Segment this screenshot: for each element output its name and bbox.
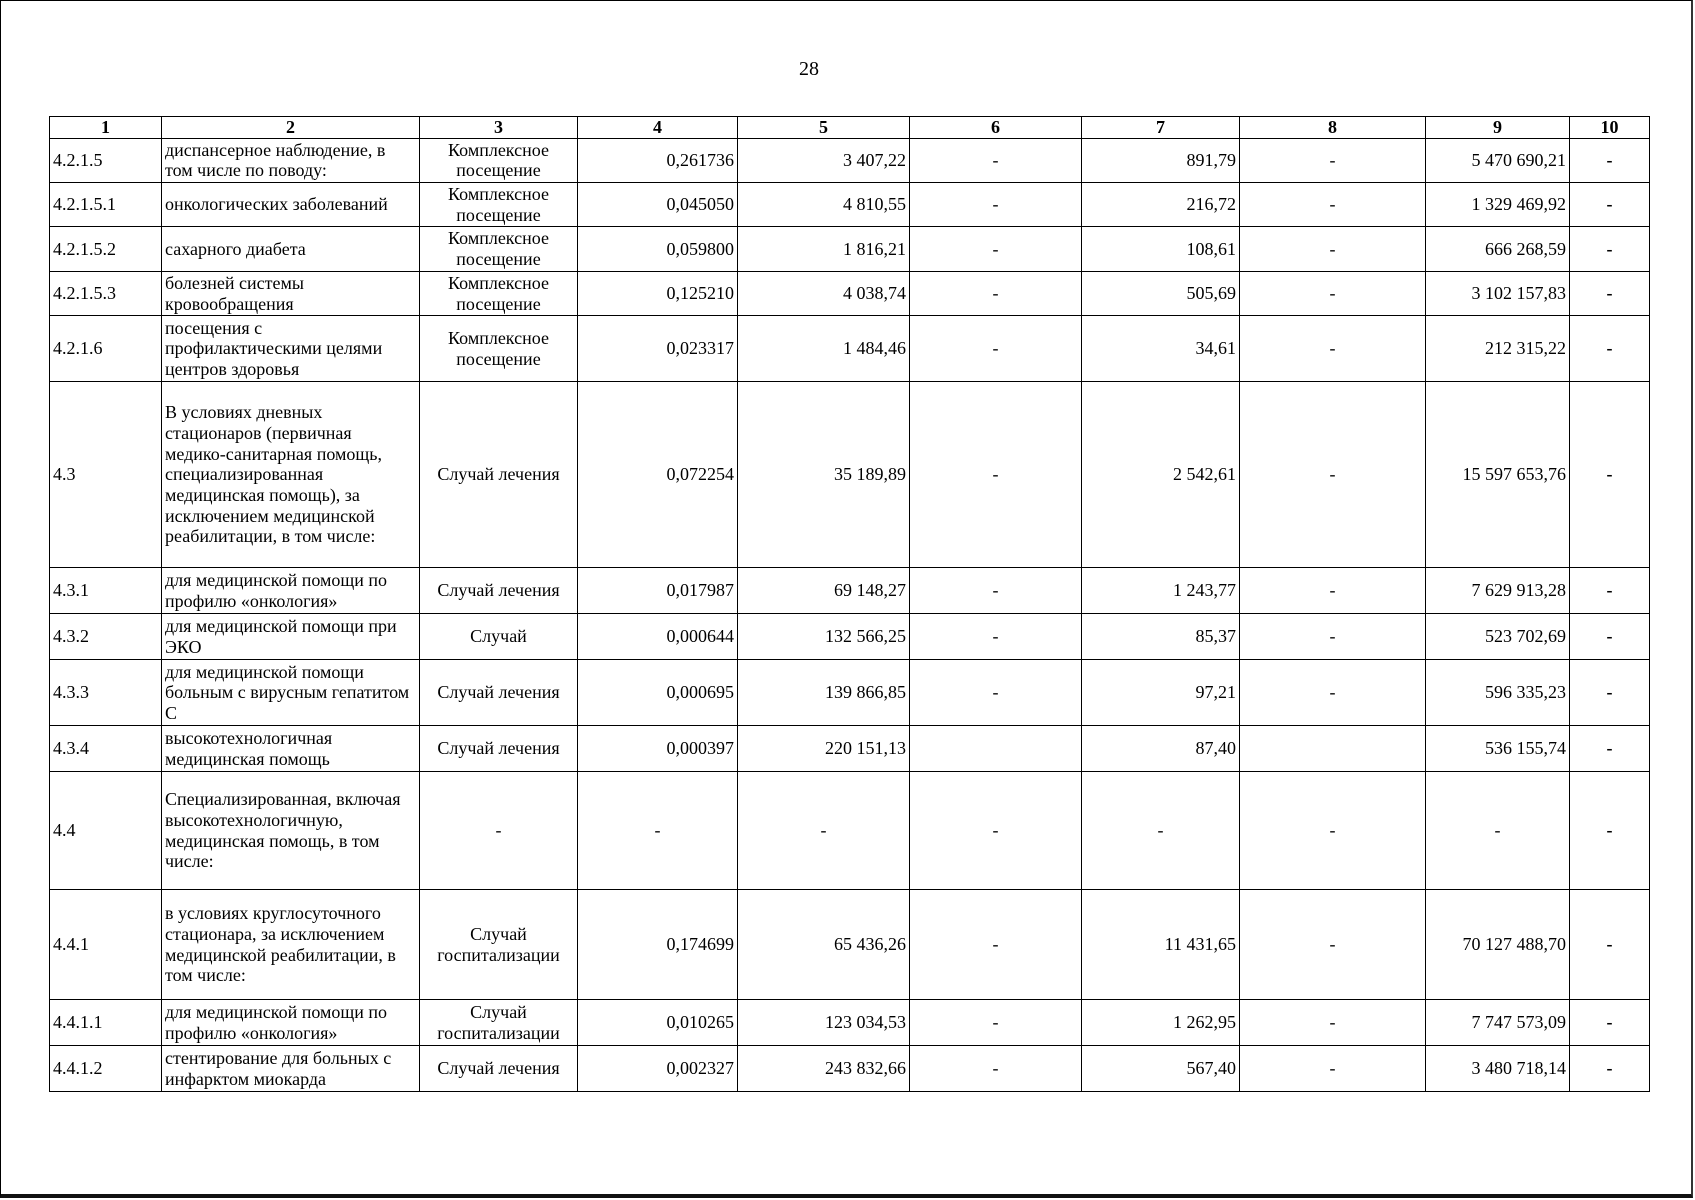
cell-col4: 0,174699 <box>578 890 738 1000</box>
cell-col10: - <box>1570 183 1650 227</box>
cell-col5: 3 407,22 <box>738 138 910 182</box>
cell-col6: - <box>910 271 1082 315</box>
table-row <box>50 772 1650 890</box>
cell-col8: - <box>1240 1000 1426 1046</box>
cell-col8: - <box>1240 138 1426 182</box>
cell-col5: - <box>738 772 910 890</box>
table-row <box>50 316 1650 382</box>
cell-col6: - <box>910 772 1082 890</box>
row-name: В условиях дневных стационаров (первичная медико-санитарная помощь, специализированная медицинская помощь), за исключением медицинской реабилитации, в том числе: <box>162 382 420 568</box>
cell-col5: 132 566,25 <box>738 614 910 660</box>
row-code: 4.3.1 <box>50 568 162 614</box>
cell-col7: 216,72 <box>1082 183 1240 227</box>
cell-col7: 87,40 <box>1082 726 1240 772</box>
table-row <box>50 382 1650 568</box>
cell-col8: - <box>1240 316 1426 382</box>
cell-col8: - <box>1240 660 1426 726</box>
cell-col7: - <box>1082 772 1240 890</box>
row-unit: Случай лечения <box>420 382 578 568</box>
row-unit: Случай госпитализации <box>420 890 578 1000</box>
row-name: сахарного диабета <box>162 227 420 271</box>
column-header: 7 <box>1082 117 1240 139</box>
cell-col9: 15 597 653,76 <box>1426 382 1570 568</box>
cell-col9: 596 335,23 <box>1426 660 1570 726</box>
cell-col6 <box>910 726 1082 772</box>
cell-col5: 35 189,89 <box>738 382 910 568</box>
cell-col6: - <box>910 568 1082 614</box>
data-table <box>49 116 1650 1092</box>
cell-col4: 0,000695 <box>578 660 738 726</box>
row-unit: Случай лечения <box>420 726 578 772</box>
cell-col5: 4 810,55 <box>738 183 910 227</box>
cell-col8: - <box>1240 183 1426 227</box>
row-name: для медицинской помощи больным с вирусным гепатитом С <box>162 660 420 726</box>
cell-col9: 523 702,69 <box>1426 614 1570 660</box>
row-name: болезней системы кровообращения <box>162 271 420 315</box>
cell-col10: - <box>1570 227 1650 271</box>
cell-col6: - <box>910 614 1082 660</box>
row-code: 4.3.2 <box>50 614 162 660</box>
header-row <box>50 117 1650 139</box>
cell-col4: 0,000644 <box>578 614 738 660</box>
cell-col10: - <box>1570 271 1650 315</box>
table-row <box>50 1000 1650 1046</box>
cell-col4: 0,010265 <box>578 1000 738 1046</box>
cell-col6: - <box>910 382 1082 568</box>
table-row <box>50 568 1650 614</box>
cell-col6: - <box>910 227 1082 271</box>
cell-col8: - <box>1240 890 1426 1000</box>
row-unit: Случай <box>420 614 578 660</box>
cell-col10: - <box>1570 726 1650 772</box>
cell-col6: - <box>910 1000 1082 1046</box>
cell-col10: - <box>1570 568 1650 614</box>
cell-col8: - <box>1240 1046 1426 1092</box>
row-code: 4.2.1.6 <box>50 316 162 382</box>
cell-col9: 666 268,59 <box>1426 227 1570 271</box>
cell-col9: 7 629 913,28 <box>1426 568 1570 614</box>
column-header: 1 <box>50 117 162 139</box>
cell-col10: - <box>1570 660 1650 726</box>
row-unit: Комплексное посещение <box>420 227 578 271</box>
table-row <box>50 227 1650 271</box>
cell-col10: - <box>1570 382 1650 568</box>
cell-col5: 65 436,26 <box>738 890 910 1000</box>
cell-col9: 3 102 157,83 <box>1426 271 1570 315</box>
cell-col8: - <box>1240 382 1426 568</box>
cell-col6: - <box>910 1046 1082 1092</box>
row-name: диспансерное наблюдение, в том числе по поводу: <box>162 138 420 182</box>
cell-col4: 0,023317 <box>578 316 738 382</box>
cell-col7: 108,61 <box>1082 227 1240 271</box>
column-header: 9 <box>1426 117 1570 139</box>
row-unit: Случай лечения <box>420 1046 578 1092</box>
cell-col7: 97,21 <box>1082 660 1240 726</box>
row-name: посещения с профилактическими целями центров здоровья <box>162 316 420 382</box>
row-unit: Случай лечения <box>420 568 578 614</box>
column-header: 3 <box>420 117 578 139</box>
table-row <box>50 271 1650 315</box>
cell-col9: 5 470 690,21 <box>1426 138 1570 182</box>
row-unit: Комплексное посещение <box>420 138 578 182</box>
cell-col6: - <box>910 660 1082 726</box>
cell-col6: - <box>910 183 1082 227</box>
cell-col10: - <box>1570 1046 1650 1092</box>
row-name: онкологических заболеваний <box>162 183 420 227</box>
cell-col7: 1 243,77 <box>1082 568 1240 614</box>
cell-col5: 123 034,53 <box>738 1000 910 1046</box>
cell-col5: 220 151,13 <box>738 726 910 772</box>
cell-col7: 34,61 <box>1082 316 1240 382</box>
cell-col5: 4 038,74 <box>738 271 910 315</box>
cell-col4: 0,000397 <box>578 726 738 772</box>
cell-col9: 3 480 718,14 <box>1426 1046 1570 1092</box>
cell-col6: - <box>910 138 1082 182</box>
row-code: 4.2.1.5 <box>50 138 162 182</box>
row-name: в условиях круглосуточного стационара, за исключением медицинской реабилитации, в том числе: <box>162 890 420 1000</box>
cell-col7: 85,37 <box>1082 614 1240 660</box>
cell-col6: - <box>910 890 1082 1000</box>
cell-col7: 11 431,65 <box>1082 890 1240 1000</box>
row-code: 4.3.4 <box>50 726 162 772</box>
row-unit: Комплексное посещение <box>420 183 578 227</box>
cell-col4: 0,017987 <box>578 568 738 614</box>
cell-col10: - <box>1570 772 1650 890</box>
cell-col5: 243 832,66 <box>738 1046 910 1092</box>
row-name: Специализированная, включая высокотехнологичную, медицинская помощь, в том числе: <box>162 772 420 890</box>
column-header: 8 <box>1240 117 1426 139</box>
cell-col4: 0,045050 <box>578 183 738 227</box>
table-row <box>50 660 1650 726</box>
cell-col7: 2 542,61 <box>1082 382 1240 568</box>
cell-col5: 69 148,27 <box>738 568 910 614</box>
cell-col8: - <box>1240 271 1426 315</box>
table-row <box>50 138 1650 182</box>
row-code: 4.2.1.5.3 <box>50 271 162 315</box>
cell-col8: - <box>1240 568 1426 614</box>
cell-col9: 212 315,22 <box>1426 316 1570 382</box>
table-row <box>50 614 1650 660</box>
row-unit: Комплексное посещение <box>420 271 578 315</box>
row-name: стентирование для больных с инфарктом миокарда <box>162 1046 420 1092</box>
row-code: 4.4.1 <box>50 890 162 1000</box>
page-number: 28 <box>799 58 819 80</box>
table-row <box>50 726 1650 772</box>
row-code: 4.3.3 <box>50 660 162 726</box>
cell-col4: - <box>578 772 738 890</box>
cell-col10: - <box>1570 316 1650 382</box>
row-name: для медицинской помощи по профилю «онкология» <box>162 1000 420 1046</box>
cell-col5: 1 816,21 <box>738 227 910 271</box>
row-code: 4.4.1.2 <box>50 1046 162 1092</box>
row-code: 4.3 <box>50 382 162 568</box>
cell-col9: 536 155,74 <box>1426 726 1570 772</box>
row-unit: Случай лечения <box>420 660 578 726</box>
column-header: 10 <box>1570 117 1650 139</box>
row-code: 4.4 <box>50 772 162 890</box>
row-name: для медицинской помощи по профилю «онкология» <box>162 568 420 614</box>
cell-col8: - <box>1240 772 1426 890</box>
cell-col4: 0,002327 <box>578 1046 738 1092</box>
column-header: 2 <box>162 117 420 139</box>
cell-col4: 0,072254 <box>578 382 738 568</box>
row-code: 4.2.1.5.2 <box>50 227 162 271</box>
cell-col5: 139 866,85 <box>738 660 910 726</box>
row-name: для медицинской помощи при ЭКО <box>162 614 420 660</box>
cell-col7: 891,79 <box>1082 138 1240 182</box>
cell-col5: 1 484,46 <box>738 316 910 382</box>
column-header: 6 <box>910 117 1082 139</box>
cell-col7: 505,69 <box>1082 271 1240 315</box>
cell-col7: 567,40 <box>1082 1046 1240 1092</box>
cell-col8: - <box>1240 227 1426 271</box>
cell-col8: - <box>1240 614 1426 660</box>
table-row <box>50 890 1650 1000</box>
row-unit: - <box>420 772 578 890</box>
table-row <box>50 1046 1650 1092</box>
cell-col7: 1 262,95 <box>1082 1000 1240 1046</box>
cell-col9: 1 329 469,92 <box>1426 183 1570 227</box>
row-unit: Случай госпитализации <box>420 1000 578 1046</box>
row-unit: Комплексное посещение <box>420 316 578 382</box>
cell-col9: - <box>1426 772 1570 890</box>
cell-col6: - <box>910 316 1082 382</box>
row-code: 4.2.1.5.1 <box>50 183 162 227</box>
cell-col9: 7 747 573,09 <box>1426 1000 1570 1046</box>
cell-col8 <box>1240 726 1426 772</box>
cell-col9: 70 127 488,70 <box>1426 890 1570 1000</box>
cell-col4: 0,125210 <box>578 271 738 315</box>
cell-col10: - <box>1570 1000 1650 1046</box>
column-header: 5 <box>738 117 910 139</box>
cell-col10: - <box>1570 138 1650 182</box>
cell-col10: - <box>1570 614 1650 660</box>
cell-col4: 0,059800 <box>578 227 738 271</box>
row-code: 4.4.1.1 <box>50 1000 162 1046</box>
table-row <box>50 183 1650 227</box>
cell-col10: - <box>1570 890 1650 1000</box>
column-header: 4 <box>578 117 738 139</box>
row-name: высокотехнологичная медицинская помощь <box>162 726 420 772</box>
cell-col4: 0,261736 <box>578 138 738 182</box>
